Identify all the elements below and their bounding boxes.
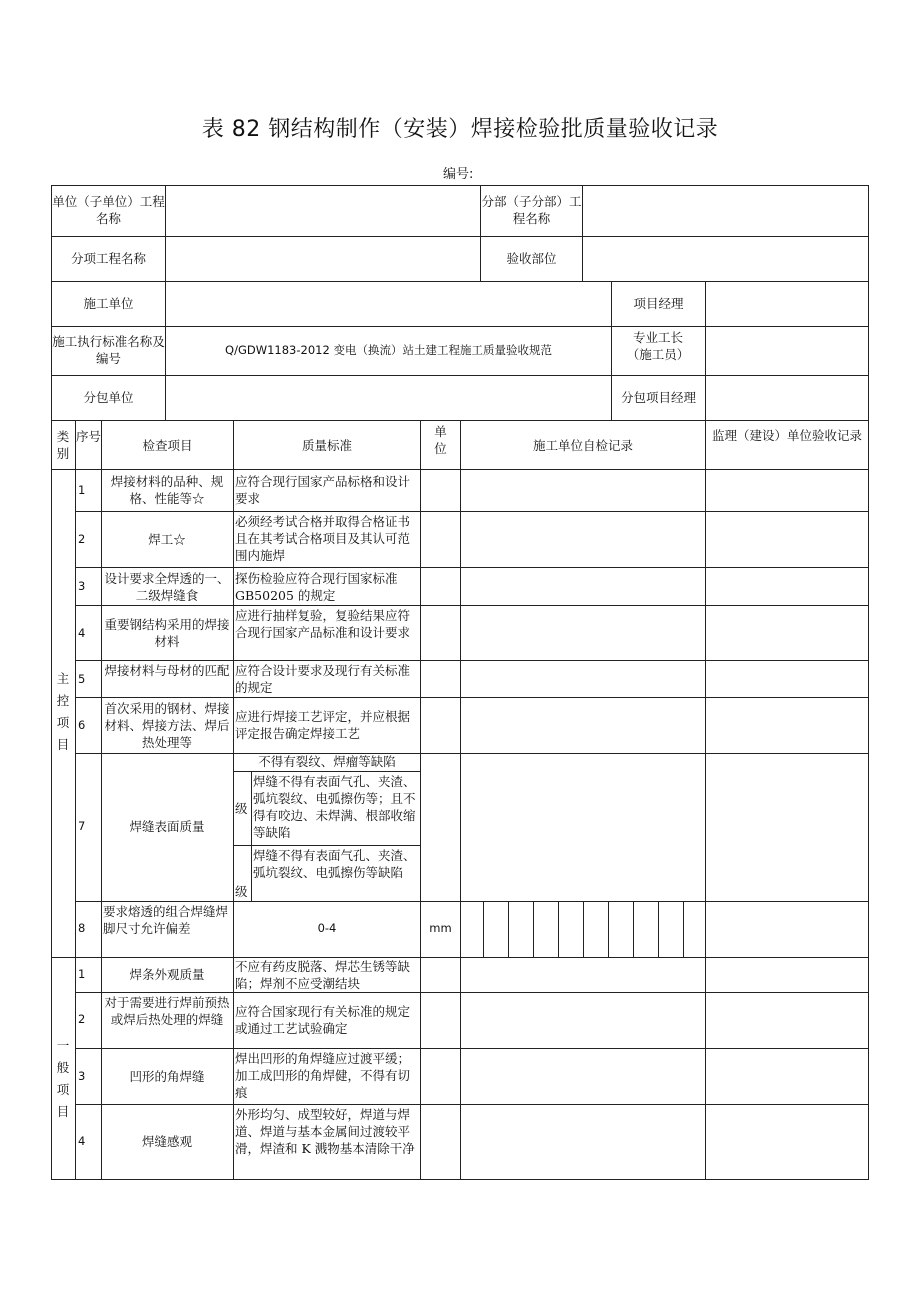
general-item-4-standard: 外形均匀、成型较好，焊道与焊道、焊道与基本金属间过渡较平滑，焊渣和 K 溅物基本清除干净 [235, 1107, 415, 1156]
general-item-1-standard: 不应有药皮脱落、焊芯生锈等缺陷；焊剂不应受潮结块 [235, 959, 411, 991]
main-item-8-unit: mm [429, 921, 452, 935]
main-item-3-no: 3 [78, 579, 86, 593]
column-header-unit: 单位 [434, 424, 447, 456]
category-general: 一般项目 [56, 1038, 70, 1119]
column-header-self-check: 施工单位自检记录 [532, 438, 633, 453]
main-item-4-standard: 应进行抽样复验，复验结果应符合现行国家产品标准和设计要求 [235, 608, 411, 640]
main-item-1-no: 1 [78, 483, 86, 497]
main-item-7-standard-b: 焊缝不得有表面气孔、夹渣、弧坑裂纹、电弧擦伤等缺陷 [253, 848, 416, 880]
subcontractor-label: 分包单位 [83, 390, 134, 405]
general-item-4-name: 焊缝感观 [141, 1134, 192, 1149]
main-item-7-grade-b: 级 [235, 884, 248, 899]
main-item-2-standard: 必须经考试合格并取得合格证书且在其考试合格项目及其认可范围内施焊 [235, 514, 411, 563]
main-item-4-name: 重要钢结构采用的焊接材料 [104, 617, 230, 649]
main-item-1-standard: 应符合现行国家产品标格和设计要求 [235, 474, 411, 506]
column-header-supervision: 监理（建设）单位验收记录 [711, 428, 862, 443]
page-title: 表 82 钢结构制作（安装）焊接检验批质量验收记录 [201, 117, 719, 142]
main-item-8-name: 要求熔透的组合焊缝焊脚尺寸允许偏差 [103, 904, 229, 936]
acceptance-part-field[interactable] [584, 237, 867, 281]
main-item-7-standard: 不得有裂纹、焊瘤等缺陷 [258, 754, 396, 769]
sub-project-manager-label: 分包项目经理 [620, 390, 696, 405]
main-item-5-name: 焊接材料与母材的匹配 [104, 663, 230, 678]
unit-project-name-field[interactable] [170, 185, 478, 236]
main-item-4-no: 4 [78, 626, 86, 640]
main-item-2-no: 2 [78, 532, 86, 546]
category-main-control: 主控项目 [56, 671, 70, 752]
construction-unit-field[interactable] [170, 282, 610, 326]
standard-name-label: 施工执行标准名称及编号 [52, 334, 165, 366]
main-item-2-name: 焊工☆ [148, 532, 186, 547]
project-manager-field[interactable] [707, 282, 867, 326]
column-header-category: 类别 [56, 429, 70, 461]
subdivision-project-name-field[interactable] [584, 185, 867, 236]
construction-unit-label: 施工单位 [83, 296, 134, 311]
acceptance-part-label: 验收部位 [506, 251, 557, 266]
main-item-3-name: 设计要求全焊透的一、二级焊缝食 [104, 571, 230, 603]
column-header-item: 检查项目 [142, 438, 193, 453]
sub-project-manager-field[interactable] [707, 376, 867, 420]
foreman-label: 专业工长（施工员） [626, 330, 690, 362]
general-item-2-standard: 应符合国家现行有关标准的规定或通过工艺试验确定 [235, 1004, 411, 1036]
main-item-6-name: 首次采用的钢材、焊接材料、焊接方法、焊后热处理等 [104, 701, 230, 750]
main-item-6-standard: 应进行焊接工艺评定，并应根据评定报告确定焊接工艺 [235, 709, 411, 741]
main-item-7-standard-a: 焊缝不得有表面气孔、夹渣、弧坑裂纹、电弧擦伤等；且不得有咬边、未焊满、根部收缩等缺陷 [253, 774, 416, 840]
main-item-7-grade-a: 级 [235, 801, 248, 816]
column-header-standard: 质量标准 [301, 438, 352, 453]
general-item-3-name: 凹形的角焊缝 [129, 1069, 205, 1084]
subdivision-project-name-label: 分部（子分部）工程名称 [481, 194, 582, 226]
general-item-2-no: 2 [78, 1012, 86, 1026]
item-project-name-label: 分项工程名称 [70, 251, 146, 266]
main-item-5-no: 5 [78, 672, 86, 686]
record-number-label: 编号: [443, 167, 474, 182]
project-manager-label: 项目经理 [633, 296, 684, 311]
main-item-5-standard: 应符合设计要求及现行有关标准的规定 [235, 663, 411, 695]
item-project-name-field[interactable] [170, 237, 478, 281]
main-item-1-name: 焊接材料的品种、规格、性能等☆ [110, 474, 224, 506]
main-item-8-standard: 0-4 [317, 921, 337, 935]
subcontractor-field[interactable] [170, 376, 610, 420]
main-item-3-standard: 探伤检验应符合现行国家标准 GB50205 的规定 [235, 571, 398, 603]
main-item-7-name: 焊缝表面质量 [129, 819, 205, 834]
main-item-6-no: 6 [78, 718, 86, 732]
general-item-3-no: 3 [78, 1069, 86, 1083]
general-item-4-no: 4 [78, 1134, 86, 1148]
main-item-7-no: 7 [78, 819, 86, 833]
unit-project-name-label: 单位（子单位）工程名称 [52, 194, 165, 226]
general-item-2-name: 对于需要进行焊前预热或焊后热处理的焊缝 [104, 995, 230, 1027]
column-header-seq: 序号 [76, 429, 102, 444]
general-item-3-standard: 焊出凹形的角焊缝应过渡平缓；加工成凹形的角焊健，不得有切痕 [235, 1051, 411, 1100]
main-item-8-no: 8 [78, 921, 86, 935]
foreman-field[interactable] [707, 327, 867, 375]
general-item-1-name: 焊条外观质量 [129, 967, 205, 982]
standard-name-value: Q/GDW1183-2012 变电（换流）站土建工程施工质量验收规范 [225, 343, 552, 357]
general-item-1-no: 1 [78, 967, 86, 981]
